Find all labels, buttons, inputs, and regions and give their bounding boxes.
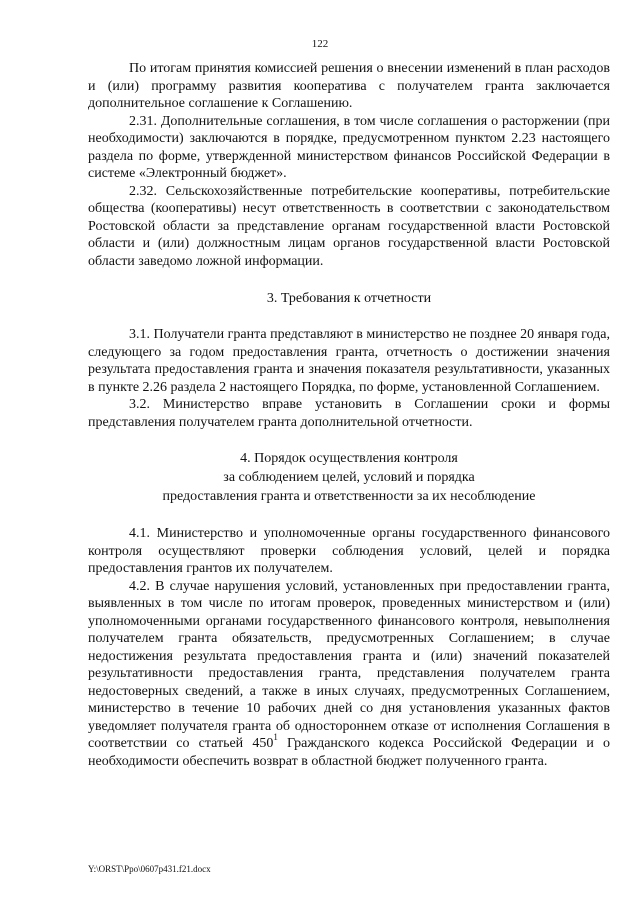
paragraph-2-31: 2.31. Дополнительные соглашения, в том числе соглашения о расторжении (при необходимости) заключаются в порядке, предусмотренном пунктом 2.23 настоящего раздела по форме, утвержденной министерством финансов Российской Федерации в системе «Электронный бюджет». (88, 113, 610, 181)
section-4-heading-line-2: за соблюдением целей, условий и порядка (223, 470, 475, 485)
document-body (88, 60, 610, 770)
paragraph-4-2-text: 4.2. В случае нарушения условий, установленных при предоставлении гранта, выявленных в том числе по итогам проверок, проведенных министерством и (или) уполномоченными органами государственного финансового контроля, невыполнения получателем гранта обязательств, предусмотренных Соглашением; в случае недостижения результата предоставления гранта и (или) значений показателей результативности предоставления гранта, представления получателем гранта недостоверных сведений, а также в иных случаях, предусмотренных Соглашением, министерство в течение 10 рабочих дней со дня установления указанных фактов уведомляет получателя гранта об одностороннем отказе от исполнения Соглашения в соответствии со статьей 450 (88, 578, 610, 751)
paragraph-4-2-text-end: Гражданского кодекса Российской Федерации и о необходимости обеспечить возврат в областной бюджет полученного гранта. (88, 736, 610, 769)
page-number: 122 (311, 38, 329, 50)
paragraph-3-1: 3.1. Получатели гранта представляют в министерство не позднее 20 января года, следующего за годом предоставления гранта, отчетность о достижении значения результата предоставления гранта и значения показателя результативности, указанных в пункте 2.26 раздела 2 настоящего Порядка, по форме, установленной Соглашением. (88, 327, 610, 395)
paragraph-2-32: 2.32. Сельскохозяйственные потребительские кооперативы, потребительские общества (кооперативы) несут ответственность в соответствии с законодательством Ростовской области за представление органам государственной власти Ростовской области и (или) должностным лицам органов государственной власти Ростовской области заведомо ложной информации. (88, 183, 610, 269)
footer-file-path: Y:\ORST\Ppo\0607p431.f21.docx (88, 864, 211, 874)
paragraph-3-2: 3.2. Министерство вправе установить в Соглашении сроки и формы представления получателем гранта дополнительной отчетности. (88, 397, 610, 430)
article-superscript: 1 (273, 732, 278, 743)
section-4-heading-line-1: 4. Порядок осуществления контроля (240, 451, 458, 466)
section-4-heading (88, 449, 610, 506)
paragraph-4-2 (88, 578, 610, 771)
paragraph: По итогам принятия комиссией решения о внесении изменений в план расходов и (или) программу развития кооператива с получателем гранта заключается дополнительное соглашение к Соглашению. (88, 61, 610, 111)
section-3-heading: 3. Требования к отчетности (266, 291, 432, 306)
section-4-heading-line-3: предоставления гранта и ответственности за их несоблюдение (162, 489, 536, 504)
paragraph-4-1: 4.1. Министерство и уполномоченные органы государственного финансового контроля осуществляют проверки соблюдения условий, целей и порядка предоставления грантов их получателем. (88, 526, 610, 576)
